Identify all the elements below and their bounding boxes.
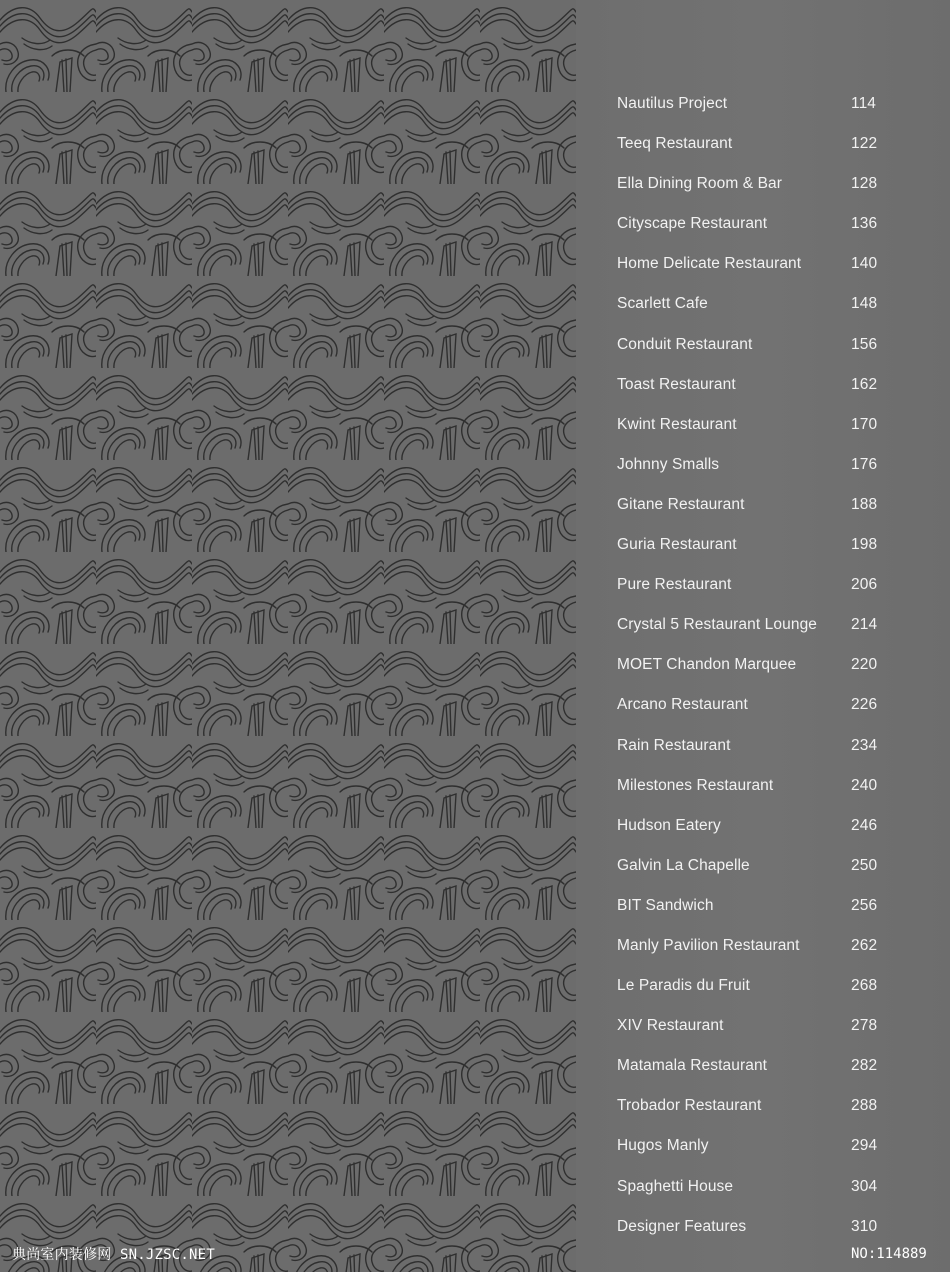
toc-entry-title: Cityscape Restaurant (617, 215, 768, 233)
toc-entry (617, 734, 917, 774)
toc-entry-title: Ella Dining Room & Bar (617, 175, 783, 193)
toc-entry (617, 1134, 917, 1174)
toc-entry-title: XIV Restaurant (617, 1017, 724, 1035)
toc-entry-page: 294 (851, 1137, 878, 1155)
toc-entry (617, 533, 917, 573)
toc-entry (617, 413, 917, 453)
toc-entry-page: 162 (851, 375, 878, 393)
toc-entry-page: 278 (851, 1017, 878, 1035)
toc-entry (617, 814, 917, 854)
toc-entry-page: 148 (851, 295, 878, 313)
toc-entry (617, 92, 917, 132)
toc-entry-page: 214 (851, 616, 878, 634)
toc-entry-title: Pure Restaurant (617, 576, 732, 594)
toc-entry-page: 226 (851, 696, 878, 714)
toc-entry-page: 128 (851, 175, 878, 193)
toc-entry (617, 333, 917, 373)
toc-entry-page: 170 (851, 415, 878, 433)
toc-entry-title: Trobador Restaurant (617, 1097, 762, 1115)
toc-entry (617, 172, 917, 212)
toc-entry (617, 774, 917, 814)
toc-entry (617, 292, 917, 332)
stamp-number: NO:114889 (851, 1246, 927, 1262)
toc-entry (617, 613, 917, 653)
toc-entry-page: 136 (851, 215, 878, 233)
toc-entry (617, 373, 917, 413)
toc-entry-title: MOET Chandon Marquee (617, 656, 797, 674)
toc-entry (617, 132, 917, 172)
toc-entry-title: Hudson Eatery (617, 816, 721, 834)
toc-entry (617, 854, 917, 894)
toc-entry-title: Rain Restaurant (617, 736, 731, 754)
toc-entry-page: 122 (851, 135, 878, 153)
toc-entry (617, 894, 917, 934)
toc-entry-page: 198 (851, 536, 878, 554)
toc-entry-page: 176 (851, 455, 878, 473)
toc-entry-title: Matamala Restaurant (617, 1057, 768, 1075)
toc-entry-title: Kwint Restaurant (617, 415, 737, 433)
toc-entry (617, 252, 917, 292)
table-of-contents-list (617, 92, 917, 1255)
watermark-text: 典尚室内装修网 SN.JZSC.NET (12, 1247, 215, 1263)
toc-entry-page: 114 (851, 95, 877, 112)
toc-entry-title: Spaghetti House (617, 1177, 734, 1195)
toc-entry-title: Nautilus Project (617, 95, 728, 112)
toc-entry-page: 246 (851, 816, 878, 834)
toc-entry-title: Home Delicate Restaurant (617, 255, 802, 273)
toc-entry-page: 234 (851, 736, 878, 754)
toc-entry-title: Scarlett Cafe (617, 295, 708, 313)
toc-entry (617, 693, 917, 733)
toc-entry (617, 974, 917, 1014)
toc-entry-page: 140 (851, 255, 878, 273)
toc-entry-page: 310 (851, 1217, 878, 1235)
toc-entry-title: Designer Features (617, 1217, 747, 1235)
toc-entry (617, 1054, 917, 1094)
toc-entry-page: 304 (851, 1177, 878, 1195)
toc-entry (617, 1094, 917, 1134)
toc-entry-title: Conduit Restaurant (617, 335, 753, 353)
toc-entry-title: Crystal 5 Restaurant Lounge (617, 616, 818, 634)
toc-entry-title: Toast Restaurant (617, 375, 736, 393)
toc-entry (617, 934, 917, 974)
toc-entry-title: Teeq Restaurant (617, 135, 733, 153)
toc-entry-title: BIT Sandwich (617, 896, 714, 914)
toc-entry-page: 268 (851, 977, 878, 995)
toc-entry-page: 240 (851, 776, 878, 794)
toc-entry-title: Gitane Restaurant (617, 495, 745, 513)
toc-entry-title: Hugos Manly (617, 1137, 709, 1155)
toc-entry (617, 212, 917, 252)
toc-entry (617, 1014, 917, 1054)
toc-entry-title: Milestones Restaurant (617, 776, 774, 794)
toc-entry-page: 256 (851, 896, 878, 914)
toc-entry (617, 653, 917, 693)
toc-entry (617, 493, 917, 533)
toc-entry (617, 453, 917, 493)
toc-entry (617, 1175, 917, 1215)
toc-entry-page: 262 (851, 936, 878, 954)
toc-entry-page: 220 (851, 656, 878, 674)
toc-entry-title: Le Paradis du Fruit (617, 977, 750, 995)
toc-entry-page: 250 (851, 856, 878, 874)
toc-entry-title: Guria Restaurant (617, 536, 737, 554)
toc-entry-page: 206 (851, 576, 878, 594)
toc-entry-page: 188 (851, 495, 878, 513)
toc-entry-title: Arcano Restaurant (617, 696, 748, 714)
toc-entry-page: 288 (851, 1097, 878, 1115)
toc-entry-page: 156 (851, 335, 878, 353)
toc-entry-title: Manly Pavilion Restaurant (617, 936, 800, 954)
toc-entry (617, 573, 917, 613)
table-of-contents-panel (576, 0, 950, 1272)
toc-entry-title: Galvin La Chapelle (617, 856, 750, 874)
toc-entry-page: 282 (851, 1057, 878, 1075)
toc-entry-title: Johnny Smalls (617, 455, 720, 473)
